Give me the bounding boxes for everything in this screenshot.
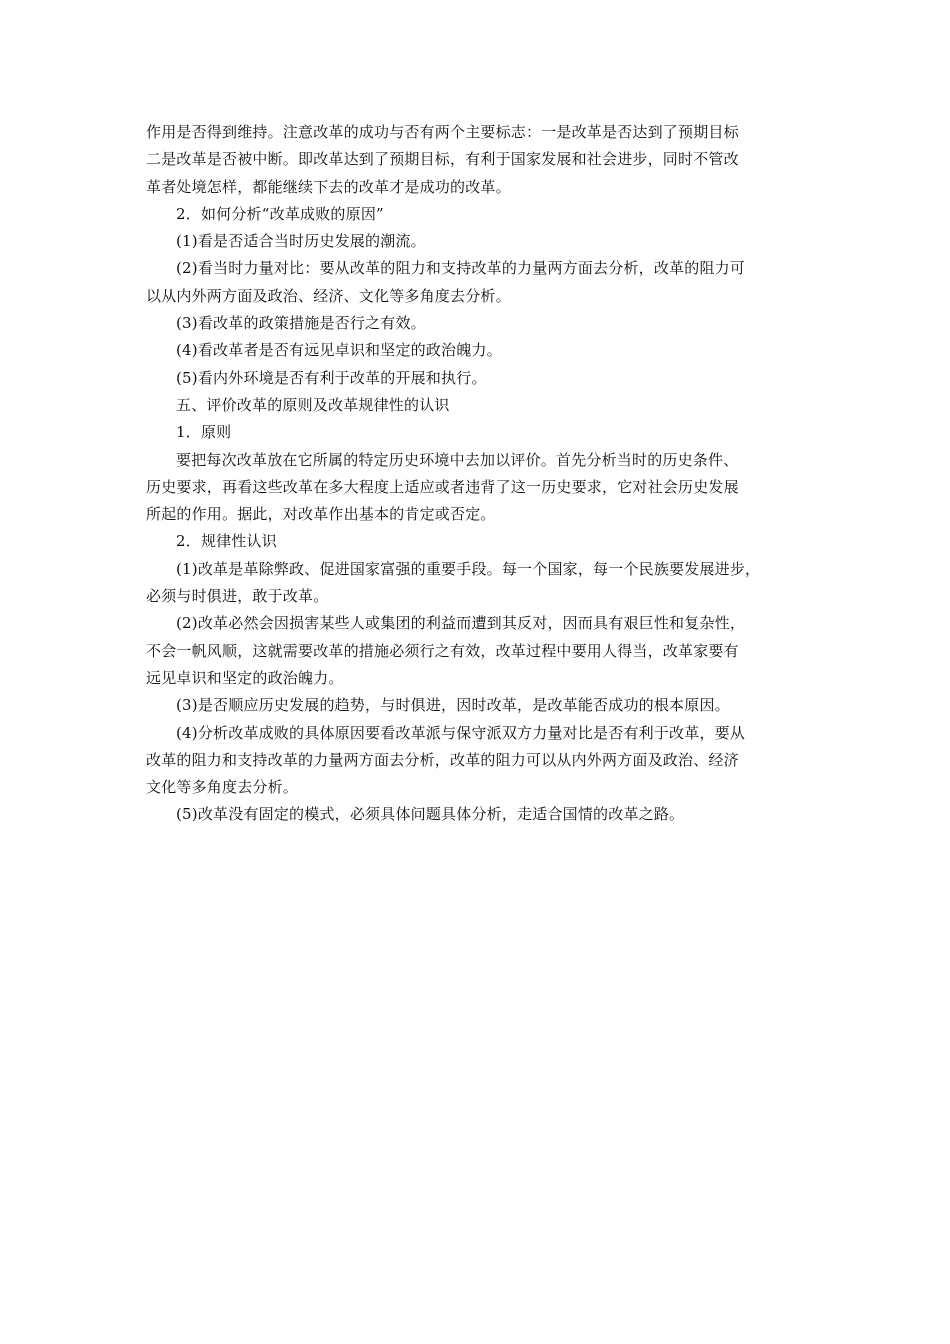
list-item: (4)看改革者是否有远见卓识和坚定的政治魄力。 (176, 341, 502, 360)
text-line: 必须与时俱进，敢于改革。 (146, 587, 329, 606)
document-body (146, 119, 814, 829)
list-item: (3)看改革的政策措施是否行之有效。 (176, 314, 426, 333)
list-item: (2)改革必然会因损害某些人或集团的利益而遭到其反对，因而具有艰巨性和复杂性， (176, 614, 746, 633)
text-line: 历史要求，再看这些改革在多大程度上适应或者违背了这一历史要求，它对社会历史发展 (146, 477, 739, 496)
text-line: 二是改革是否被中断。即改革达到了预期目标，有利于国家发展和社会进步，同时不管改 (146, 150, 739, 169)
text-line: 作用是否得到维持。注意改革的成功与否有两个主要标志：一是改革是否达到了预期目标 (146, 123, 739, 141)
text-line: 以从内外两方面及政治、经济、文化等多角度去分析。 (146, 286, 511, 305)
paragraph-line: 要把每次改革放在它所属的特定历史环境中去加以评价。首先分析当时的历史条件、 (176, 450, 739, 469)
list-item: (4)分析改革成败的具体原因要看改革派与保守派双方力量对比是否有利于改革，要从 (176, 723, 746, 742)
list-item: (1)看是否适合当时历史发展的潮流。 (176, 232, 426, 251)
section-heading: 2．如何分析“改革成败的原因” (176, 204, 384, 223)
list-item: (1)改革是革除弊政、促进国家富强的重要手段。每一个国家，每一个民族要发展进步， (176, 559, 761, 578)
list-item: (5)看内外环境是否有利于改革的开展和执行。 (176, 368, 487, 387)
text-line: 文化等多角度去分析。 (146, 778, 299, 797)
text-line: 不会一帆风顺，这就需要改革的措施必须行之有效，改革过程中要用人得当，改革家要有 (146, 641, 739, 660)
subsection-heading: 1．原则 (176, 423, 232, 442)
text-line: 改革的阻力和支持改革的力量两方面去分析，改革的阻力可以从内外两方面及政治、经济 (146, 750, 739, 769)
subsection-heading: 2．规律性认识 (176, 532, 277, 551)
list-item: (5)改革没有固定的模式，必须具体问题具体分析，走适合国情的改革之路。 (176, 805, 685, 824)
text-line: 所起的作用。据此，对改革作出基本的肯定或否定。 (146, 505, 496, 524)
text-line: 远见卓识和坚定的政治魄力。 (146, 668, 344, 687)
section-heading: 五、评价改革的原则及改革规律性的认识 (176, 395, 450, 414)
list-item: (2)看当时力量对比：要从改革的阻力和支持改革的力量两方面去分析，改革的阻力可 (176, 259, 746, 278)
text-line: 革者处境怎样，都能继续下去的改革才是成功的改革。 (146, 177, 511, 196)
list-item: (3)是否顺应历史发展的趋势，与时俱进，因时改革，是改革能否成功的根本原因。 (176, 696, 730, 715)
